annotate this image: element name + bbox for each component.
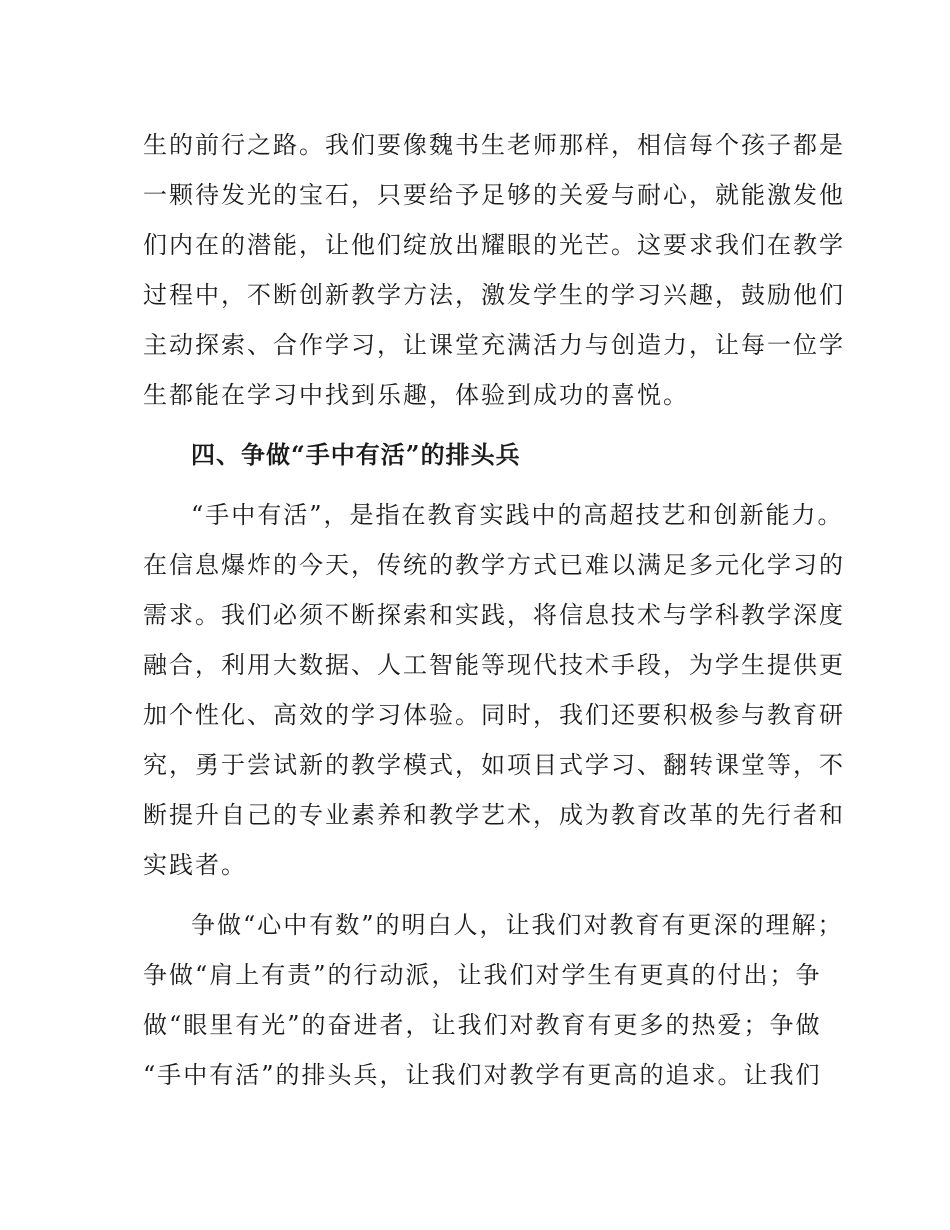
text-line: 需求。我们必须不断探索和实践，将信息技术与学科教学深度 (143, 601, 845, 629)
text-line: 融合，利用大数据、人工智能等现代技术手段，为学生提供更 (143, 651, 845, 679)
text-line: 争做“肩上有责”的行动派，让我们对学生有更真的付出；争 (143, 961, 822, 989)
text-line: 争做“心中有数”的明白人，让我们对教育有更深的理解； (191, 911, 844, 939)
paragraph-3 (143, 900, 844, 1100)
document-body (143, 120, 845, 1100)
text-line: 过程中，不断创新教学方法，激发学生的学习兴趣，鼓励他们 (143, 281, 845, 309)
paragraph-gap (143, 420, 815, 430)
text-line: 做“眼里有光”的奋进者，让我们对教育有更多的热爱；争做 (143, 1011, 822, 1039)
paragraph-gap (143, 480, 815, 490)
text-line: “手中有活”，是指在教育实践中的高超技艺和创新能力。 (191, 501, 844, 529)
text-line: 加个性化、高效的学习体验。同时，我们还要积极参与教育研 (143, 701, 845, 729)
paragraph-gap (143, 890, 815, 900)
paragraph-1 (143, 120, 845, 420)
text-line: 在信息爆炸的今天，传统的教学方式已难以满足多元化学习的 (143, 551, 845, 579)
text-line: 究，勇于尝试新的教学模式，如项目式学习、翻转课堂等，不 (143, 751, 845, 779)
text-line: 生都能在学习中找到乐趣，体验到成功的喜悦。 (143, 381, 689, 409)
text-line: 们内在的潜能，让他们绽放出耀眼的光芒。这要求我们在教学 (143, 231, 845, 259)
text-line: 生的前行之路。我们要像魏书生老师那样，相信每个孩子都是 (143, 131, 845, 159)
section-heading: 四、争做“手中有活”的排头兵 (191, 440, 521, 469)
text-line: 一颗待发光的宝石，只要给予足够的关爱与耐心，就能激发他 (143, 181, 845, 209)
text-line: 主动探索、合作学习，让课堂充满活力与创造力，让每一位学 (143, 331, 845, 359)
text-line: 断提升自己的专业素养和教学艺术，成为教育改革的先行者和 (143, 801, 845, 829)
text-line: “手中有活”的排头兵，让我们对教学有更高的追求。让我们 (143, 1061, 822, 1089)
text-line: 实践者。 (143, 851, 247, 879)
paragraph-2 (143, 490, 845, 890)
